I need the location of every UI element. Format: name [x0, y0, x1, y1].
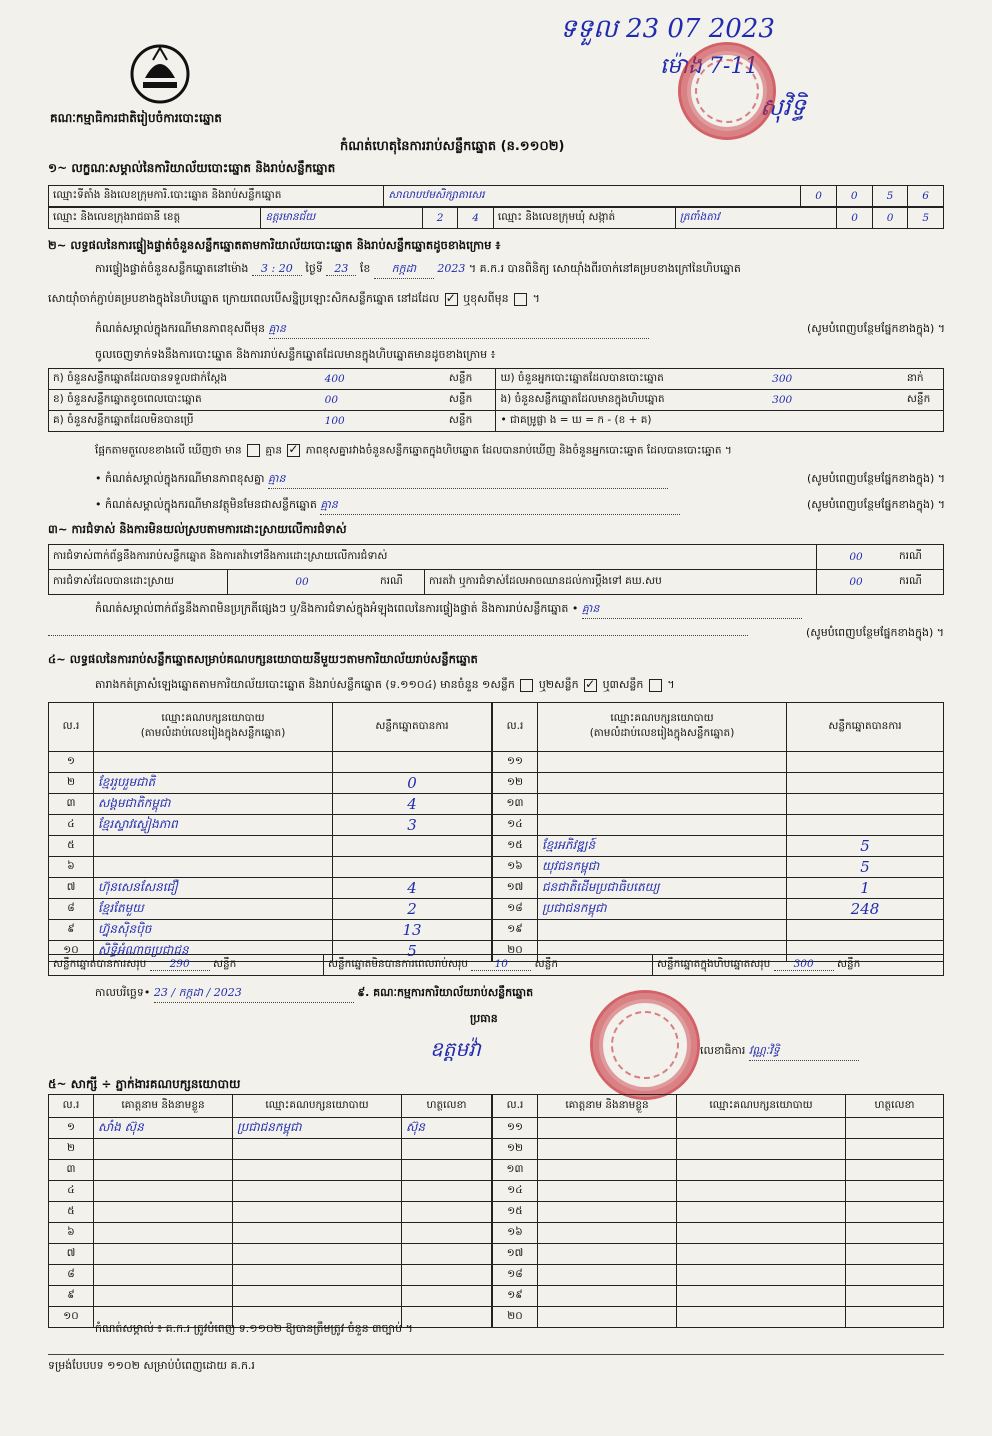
valid-votes: 248: [787, 899, 944, 920]
witness-signature: [402, 1139, 492, 1160]
results-table-right: ល.រ ឈ្មោះគណបក្សនយោបាយ (តាមលំដាប់លេខរៀងក្នុងសន្លឹកឆ្នោត) សន្លឹកឆ្នោតបានការ ១១ ១២ ១៣ ១៤ ១៥ ខ្មែរអភិវឌ្ឍន៍ 5 ១៦ យុវជនកម្ពុជា 5 ១៧ ជនជាតិដើមប្រជាធិបតេយ្យ 1 ១៨ ប្រជាជនកម្ពុជា 248 ១៩ ២០: [492, 702, 944, 962]
row-number: ១៣: [493, 794, 538, 815]
witness-party: [677, 1244, 846, 1265]
section3-note-value: គ្មាន: [582, 602, 802, 619]
row-number: ១០: [49, 1307, 94, 1328]
section2-title: ២~ លទ្ធផលនៃការផ្ទៀងផ្ទាត់ចំនួនសន្លឹកឆ្នោតតាមការិយាល័យបោះឆ្នោត និងរាប់សន្លឹកឆ្នោតដូចខាងក្រោម ៖: [48, 238, 501, 252]
witness-row: [49, 1286, 492, 1307]
row-number: ១: [49, 1118, 94, 1139]
witness-name: [94, 1223, 233, 1244]
witness-row: [49, 1244, 492, 1265]
witness-right-body: [493, 1118, 944, 1328]
row2-digit: 2: [422, 208, 458, 229]
day-value: 23: [326, 262, 356, 276]
witness-signature: [402, 1202, 492, 1223]
objection-value: 00: [817, 545, 896, 570]
party-name: [538, 752, 787, 773]
party-name: [538, 920, 787, 941]
party-name: [538, 815, 787, 836]
witness-table-right: ល.រ គោត្តនាម និងនាមខ្លួន ឈ្មោះគណបក្សនយោបាយ ហត្ថលេខា ១១ ១២ ១៣ ១៤ ១៥ ១៦ ១៧ ១៨ ១៩ ២០: [492, 1094, 944, 1328]
year-value: 2023: [437, 262, 466, 275]
witness-party: [233, 1265, 402, 1286]
row-number: ១៦: [493, 1223, 538, 1244]
witness-row: [493, 1181, 944, 1202]
counts-row: ក) ចំនួនសន្លឹកឆ្នោតដែលបានទទួលជាក់ស្តែង 400 សន្លឹក ឃ) ចំនួនអ្នកបោះឆ្នោតដែលបានបោះឆ្នោត 300 នាក់: [49, 369, 944, 390]
row1-value: សាលាបឋមសិក្សាតាសេរ: [384, 186, 801, 207]
section3-title: ៣~ ការជំទាស់ និងការមិនយល់ស្របតាមការដោះស្រាយលើការជំទាស់: [48, 522, 347, 536]
witness-row: [49, 1160, 492, 1181]
results-row: [493, 773, 944, 794]
party-name: សង្គមជាតិកម្ពុជា: [94, 794, 333, 815]
witness-party: [677, 1118, 846, 1139]
witness-name: សាំង ស៊ុន: [94, 1118, 233, 1139]
row1-digit: 5: [872, 186, 908, 207]
section1-title: ១~ លក្ខណៈសម្គាល់នៃការិយាល័យបោះឆ្នោត និងរាប់សន្លឹកឆ្នោត: [48, 161, 336, 175]
row-number: ២: [49, 1139, 94, 1160]
row2-value: ឧត្តរមានជ័យ: [261, 208, 423, 229]
results-row: [493, 920, 944, 941]
received-time: ម៉ោង 7-11: [660, 54, 759, 79]
witness-party: [233, 1223, 402, 1244]
witness-row: [49, 1181, 492, 1202]
chief-signature: ឧត្តមវ៉ា: [430, 1037, 481, 1061]
results-row: [493, 878, 944, 899]
row-number: ១១: [493, 1118, 538, 1139]
row-number: ៣: [49, 794, 94, 815]
total-invalid: សន្លឹកឆ្នោតមិនបានការពេលរាប់សរុប 10 សន្លឹក: [324, 955, 653, 976]
witness-row: [493, 1244, 944, 1265]
valid-votes: 5: [333, 941, 492, 962]
row-number: ១៧: [493, 878, 538, 899]
row-number: ២០: [493, 941, 538, 962]
secretary-signature: វណ្ណៈវិទ្ធិ: [749, 1044, 859, 1061]
results-row: [493, 815, 944, 836]
bullet1-value: គ្មាន: [268, 472, 668, 489]
witness-signature: [402, 1265, 492, 1286]
row2-digit2: 5: [908, 208, 944, 229]
witness-name: [538, 1118, 677, 1139]
party-name: [94, 857, 333, 878]
row-number: ១៨: [493, 1265, 538, 1286]
witness-signature: [402, 1181, 492, 1202]
results-row: [493, 794, 944, 815]
section4-title: ៤~ លទ្ធផលនៃការរាប់សន្លឹកឆ្នោតសម្រាប់គណបក្សនយោបាយនីមួយៗតាមការិយាល័យរាប់សន្លឹកឆ្នោត: [48, 652, 478, 666]
witness-signature: [846, 1244, 944, 1265]
witness-signature: [402, 1244, 492, 1265]
section3-note: កំណត់សម្គាល់ពាក់ព័ន្ធនឹងភាពមិនប្រក្រតីផ្សេងៗ ឬ/និងការជំទាស់ក្នុងអំឡុងពេលនៃការផ្ទៀងផ្ទាត់ និងការរាប់សន្លឹកឆ្នោត • គ្មាន: [95, 602, 945, 619]
total-valid: សន្លឹកឆ្នោតបានការសរុប 290 សន្លឹក: [49, 955, 324, 976]
valid-votes: 1: [787, 878, 944, 899]
party-name: [538, 773, 787, 794]
results-table-left: ល.រ ឈ្មោះគណបក្សនយោបាយ (តាមលំដាប់លេខរៀងក្នុងសន្លឹកឆ្នោត) សន្លឹកឆ្នោតបានការ ១ ២ ខ្មែររួបរួមជាតិ 0 ៣ សង្គមជាតិកម្ពុជា 4 ៤ ខ្មែរស្ទាវស្ទៀងភាព 3 ៥ ៦ ៧ ហ៊ុនសេនសែនជឿ 4 ៨ ខ្មែរតែមួយ 2 ៩ ហ្វ៊ុនស៊ិនប៉ិច 13 ១០ សិទ្ធិអំណាចប្រជាជន 5: [48, 702, 492, 962]
witness-signature: [846, 1307, 944, 1328]
row-number: ១២: [493, 1139, 538, 1160]
witness-left-body: [49, 1118, 492, 1328]
row-number: ៨: [49, 1265, 94, 1286]
party-name: ខ្មែរស្ទាវស្ទៀងភាព: [94, 815, 333, 836]
witness-signature: [846, 1181, 944, 1202]
row-number: ៤: [49, 815, 94, 836]
party-name: ជនជាតិដើមប្រជាធិបតេយ្យ: [538, 878, 787, 899]
row-number: ១: [49, 752, 94, 773]
results-row: [493, 899, 944, 920]
witness-party: [233, 1181, 402, 1202]
witness-party: [233, 1244, 402, 1265]
witness-party: [233, 1139, 402, 1160]
valid-votes: 0: [333, 773, 492, 794]
witness-name: [94, 1181, 233, 1202]
witness-row: [493, 1265, 944, 1286]
witness-party: [677, 1139, 846, 1160]
row-number: ១៦: [493, 857, 538, 878]
witness-signature: [402, 1223, 492, 1244]
valid-votes: [787, 752, 944, 773]
counts-row: គ) ចំនួនសន្លឹកឆ្នោតដែលមិនបានប្រើ 100 សន្លឹក • ជាគម្រូផ្លា ង = ឃ = ក - (ខ + គ): [49, 411, 944, 432]
date-value: 23 / កក្កដា / 2023: [154, 986, 354, 1003]
row-number: ៥: [49, 1202, 94, 1223]
date-line: កាលបរិច្ឆេទ• 23 / កក្កដា / 2023 ៩. គណៈកម្មការការិយាល័យរាប់សន្លឹកឆ្នោត: [95, 986, 945, 1003]
witness-name: [538, 1265, 677, 1286]
results-row: [49, 794, 492, 815]
witness-row: [493, 1223, 944, 1244]
party-name: សិទ្ធិអំណាចប្រជាជន: [94, 941, 333, 962]
row2-digit: 4: [458, 208, 494, 229]
section4-intro: តារាងកត់ត្រាសំឡេងឆ្នោតតាមការិយាល័យបោះឆ្នោត និងរាប់សន្លឹកឆ្នោត (ទ.១១០៤) មានចំនួន ១សន្លឹក ឬ២សន្លឹក ✓ ឬ៣សន្លឹក ។: [95, 678, 945, 694]
witness-party: [677, 1202, 846, 1223]
row-number: ៧: [49, 1244, 94, 1265]
valid-votes: 13: [333, 920, 492, 941]
party-name: [94, 752, 333, 773]
results-row: [49, 857, 492, 878]
row2-label2: ឈ្មោះ និងលេខក្រុមឃុំ សង្កាត់: [493, 208, 675, 229]
row-number: ៧: [49, 878, 94, 899]
witness-row: [49, 1265, 492, 1286]
witness-name: [538, 1223, 677, 1244]
witness-name: [538, 1160, 677, 1181]
row1-digit: 0: [836, 186, 872, 207]
witness-name: [538, 1307, 677, 1328]
row-number: ១៧: [493, 1244, 538, 1265]
results-row: [49, 836, 492, 857]
results-row: [49, 878, 492, 899]
results-row: [49, 773, 492, 794]
witness-signature: [846, 1286, 944, 1307]
witness-party: [677, 1223, 846, 1244]
witness-row: [49, 1139, 492, 1160]
witness-name: [538, 1139, 677, 1160]
count-value: 300: [768, 369, 903, 390]
row-number: ២០: [493, 1307, 538, 1328]
party-name: ហ៊ុនសេនសែនជឿ: [94, 878, 333, 899]
witness-signature: ស៊ុន: [402, 1118, 492, 1139]
witness-party: [677, 1286, 846, 1307]
witness-signature: [402, 1286, 492, 1307]
row2-digit2: 0: [837, 208, 873, 229]
witness-name: [94, 1286, 233, 1307]
form-title: កំណត់ហេតុនៃការរាប់សន្លឹកឆ្នោត (ន.១១០២): [340, 139, 565, 154]
valid-votes: 5: [787, 836, 944, 857]
same-checkbox[interactable]: [445, 293, 458, 306]
section2-note: កំណត់សម្គាល់ក្នុងករណីមានភាពខុសពីមុន គ្មាន (សូមបំពេញបន្ថែមផ្នែកខាងក្នុង) ។: [95, 322, 945, 339]
witness-name: [94, 1265, 233, 1286]
row-number: ១៩: [493, 920, 538, 941]
count-value: 300: [768, 390, 903, 411]
witness-signature: [846, 1202, 944, 1223]
received-date: ទទួល 23 07 2023: [560, 14, 775, 44]
count-value: 100: [321, 411, 445, 432]
no-difference-checkbox[interactable]: [287, 444, 300, 457]
row-number: ១៥: [493, 1202, 538, 1223]
witness-row: [49, 1202, 492, 1223]
witness-signature: [846, 1118, 944, 1139]
witness-signature: [846, 1139, 944, 1160]
results-row: [49, 899, 492, 920]
party-name: [94, 836, 333, 857]
valid-votes: [787, 794, 944, 815]
witness-party: [233, 1286, 402, 1307]
row1-digit: 6: [908, 186, 944, 207]
witness-signature: [846, 1265, 944, 1286]
witness-signature: [402, 1160, 492, 1181]
section5-title: ៥~ សាក្សី ÷ ភ្នាក់ងារគណបក្សនយោបាយ: [48, 1077, 241, 1091]
valid-votes: [787, 920, 944, 941]
witness-party: [233, 1160, 402, 1181]
row-number: ១៣: [493, 1160, 538, 1181]
footer-form: ទម្រង់បែបបទ ១១០២ សម្រាប់បំពេញដោយ គ.ក.រ: [48, 1354, 944, 1375]
party-name: ហ្វ៊ុនស៊ិនប៉ិច: [94, 920, 333, 941]
results-row: [493, 752, 944, 773]
org-name: គណៈកម្មាធិការជាតិរៀបចំការបោះឆ្នោត: [50, 111, 222, 125]
witness-party: ប្រជាជនកម្ពុជា: [233, 1118, 402, 1139]
row-number: ១០: [49, 941, 94, 962]
section2-intro: ចូលចេញទាក់ទងនឹងការបោះឆ្នោត និងការរាប់សន្លឹកឆ្នោតដែលមានក្នុងហិបឆ្នោតមានដូចខាងក្រោម ៖: [95, 348, 496, 361]
chief-label: ប្រធាន: [470, 1012, 498, 1025]
row-number: ៦: [49, 1223, 94, 1244]
count-value: 400: [321, 369, 445, 390]
month-value: កក្កដា: [374, 262, 434, 279]
witness-signature: [846, 1223, 944, 1244]
counts-row: ខ) ចំនួនសន្លឹកឆ្នោតខូចពេលបោះឆ្នោត 00 សន្លឹក ង) ចំនួនសន្លឹកឆ្នោតដែលមានក្នុងហិបឆ្នោត 300 សន្លឹក: [49, 390, 944, 411]
section2-time-line: ការផ្ទៀងផ្ទាត់ចំនួនសន្លឹកឆ្នោតនៅម៉ោង 3 : 20 ថ្ងៃទី 23 ខែ កក្កដា 2023 ។ គ.ក.រ បានពិនិត្យ សោយ៉ាំងពីរចាក់នៅគម្របខាងក្រៅនៃហិបឆ្នោត: [95, 262, 991, 279]
has-difference-checkbox[interactable]: [247, 444, 260, 457]
row-number: ១១: [493, 752, 538, 773]
valid-votes: 2: [333, 899, 492, 920]
witness-party: [677, 1181, 846, 1202]
witness-signature: [402, 1307, 492, 1328]
official-stamp-bottom: [590, 990, 700, 1100]
secretary-line: លេខាធិការ វណ្ណៈវិទ្ធិ: [700, 1044, 900, 1061]
received-signature: សុវិទ្ធិ: [760, 93, 806, 121]
valid-votes: [333, 836, 492, 857]
party-name: យុវជនកម្ពុជា: [538, 857, 787, 878]
witness-row: [493, 1139, 944, 1160]
witness-row: [493, 1202, 944, 1223]
witness-name: [538, 1286, 677, 1307]
bullet2-line: • កំណត់សម្គាល់ក្នុងករណីមានវត្ថុមិនមែនជាសន្លឹកឆ្នោត គ្មាន (សូមបំពេញបន្ថែមផ្នែកខាងក្នុង) ។: [95, 498, 945, 515]
counts-table: [48, 368, 944, 432]
objections-table: ការជំទាស់ពាក់ព័ន្ធនឹងការរាប់សន្លឹកឆ្នោត និងការតវ៉ាទៅនឹងការដោះស្រាយលើការជំទាស់ 00 ករណី ការជំទាស់ដែលបានដោះស្រាយ 00 ករណី ការតវ៉ា ឬការជំទាស់ដែលអាចឈានដល់ការប្តឹងទៅ គឃ.សប 00 ករណី: [48, 544, 944, 595]
nec-logo: [125, 40, 195, 106]
valid-votes: 3: [333, 815, 492, 836]
witness-row: [49, 1223, 492, 1244]
row-number: ១៤: [493, 1181, 538, 1202]
results-right-body: [493, 752, 944, 962]
row-number: ៩: [49, 1286, 94, 1307]
row-number: ១៨: [493, 899, 538, 920]
section1-table-row2: [48, 207, 944, 229]
witness-name: [538, 1244, 677, 1265]
witness-name: [94, 1139, 233, 1160]
note-value: គ្មាន: [269, 322, 649, 339]
totals-table: [48, 954, 944, 976]
witness-party: [677, 1307, 846, 1328]
results-row: [493, 857, 944, 878]
row-number: ២: [49, 773, 94, 794]
row-number: ១៥: [493, 836, 538, 857]
official-stamp-top: [678, 42, 776, 140]
section2-line2: សោយ៉ាំចាក់ភ្ជាប់គម្របខាងក្នុងនៃហិបឆ្នោត ក្រោយពេលបើសន្និប្រឡោះសិកសន្លឹកឆ្នោត នៅដដែល ✓ ឬខុសពីមុន ។: [48, 292, 944, 308]
row-number: ៨: [49, 899, 94, 920]
row-number: ៩: [49, 920, 94, 941]
witness-name: [94, 1202, 233, 1223]
witness-name: [94, 1244, 233, 1265]
row-number: ៣: [49, 1160, 94, 1181]
party-name: ខ្មែររួបរួមជាតិ: [94, 773, 333, 794]
appeal-value: 00: [817, 570, 896, 595]
party-name: [538, 794, 787, 815]
total-box: សន្លឹកឆ្នោតក្នុងហិបឆ្នោតសរុប 300 សន្លឹក: [653, 955, 944, 976]
bullet2-value: គ្មាន: [320, 498, 680, 515]
row2-label: ឈ្មោះ និងលេខក្រុងរាជធានី ខេត្ត: [49, 208, 261, 229]
witness-party: [677, 1160, 846, 1181]
resolved-value: 00: [228, 570, 377, 595]
row-number: ៤: [49, 1181, 94, 1202]
witness-row: [493, 1286, 944, 1307]
row-number: ៥: [49, 836, 94, 857]
time-value: 3 : 20: [252, 262, 302, 276]
valid-votes: 4: [333, 878, 492, 899]
party-name: ប្រជាជនកម្ពុជា: [538, 899, 787, 920]
valid-votes: [787, 815, 944, 836]
row-number: ១២: [493, 773, 538, 794]
sheets-1-checkbox[interactable]: [520, 679, 533, 692]
witness-row: [493, 1118, 944, 1139]
bullet1-line: • កំណត់សម្គាល់ក្នុងករណីមានភាពខុសគ្នា គ្មាន (សូមបំពេញបន្ថែមផ្នែកខាងក្នុង) ។: [95, 472, 945, 489]
witness-signature: [846, 1160, 944, 1181]
section1-table: [48, 185, 944, 207]
row-number: ១៤: [493, 815, 538, 836]
valid-votes: 5: [787, 857, 944, 878]
results-row: [49, 815, 492, 836]
sheets-3-checkbox[interactable]: [649, 679, 662, 692]
witness-row: [493, 1307, 944, 1328]
results-row: [49, 920, 492, 941]
witness-name: [538, 1202, 677, 1223]
results-row: [493, 836, 944, 857]
witness-table-left: ល.រ គោត្តនាម និងនាមខ្លួន ឈ្មោះគណបក្សនយោបាយ ហត្ថលេខា ១ សាំង ស៊ុន ប្រជាជនកម្ពុជា ស៊ុន ២ ៣ ៤ ៥ ៦ ៧ ៨ ៩ ១០: [48, 1094, 492, 1328]
witness-party: [233, 1202, 402, 1223]
row1-label: ឈ្មោះទីតាំង និងលេខក្រុមការិ.បោះឆ្នោត និងរាប់សន្លឹកឆ្នោត: [49, 186, 384, 207]
valid-votes: [333, 857, 492, 878]
witness-name: [538, 1181, 677, 1202]
witness-party: [677, 1265, 846, 1286]
row-number: ៦: [49, 857, 94, 878]
results-row: [49, 752, 492, 773]
section3-note-line2: (សូមបំពេញបន្ថែមផ្នែកខាងក្នុង) ។: [48, 626, 944, 642]
party-name: ខ្មែរអភិវឌ្ឍន៍: [538, 836, 787, 857]
row-number: ១៩: [493, 1286, 538, 1307]
witness-row: [493, 1160, 944, 1181]
sheets-2-checkbox[interactable]: [584, 679, 597, 692]
section2-check-line: ផ្អែកតាមតួលេខខាងលើ ឃើញថា មាន គ្មាន ✓ ភាពខុសគ្នារវាងចំនួនសន្លឹកឆ្នោតក្នុងហិបឆ្នោត ដែលបានរាប់ឃើញ និងចំនួនអ្នកបោះឆ្នោត ដែលបានបោះឆ្នោត ។: [95, 444, 945, 460]
row2-digit2: 0: [872, 208, 908, 229]
valid-votes: [333, 752, 492, 773]
witness-row: [49, 1118, 492, 1139]
row2-value2: ត្រពាំងតាវ: [675, 208, 837, 229]
different-checkbox[interactable]: [514, 293, 527, 306]
footer-note: កំណត់សម្គាល់ ៖ គ.ក.រ ត្រូវបំពេញ ទ.១១០២ ឱ្យបានត្រឹមត្រូវ ចំនួន ៣ច្បាប់ ។: [95, 1322, 413, 1335]
row1-digit: 0: [801, 186, 837, 207]
valid-votes: 4: [333, 794, 492, 815]
count-value: 00: [321, 390, 445, 411]
results-left-body: [49, 752, 492, 962]
witness-name: [94, 1160, 233, 1181]
valid-votes: [787, 773, 944, 794]
party-name: ខ្មែរតែមួយ: [94, 899, 333, 920]
